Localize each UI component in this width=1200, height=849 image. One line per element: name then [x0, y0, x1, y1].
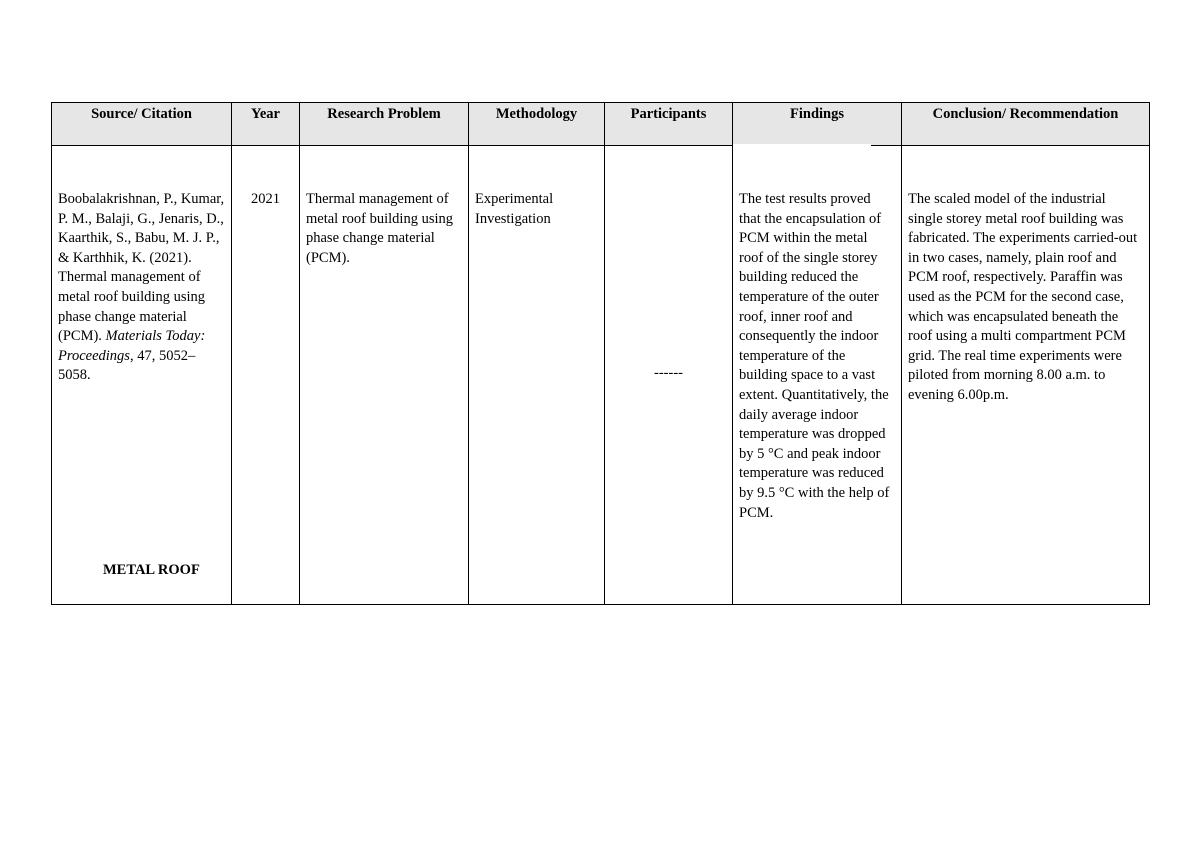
research-problem-cell: Thermal management of metal roof building using phase change material (PCM).: [300, 146, 469, 605]
literature-review-table: [51, 102, 1150, 605]
header-conclusion-recommendation: Conclusion/ Recommendation: [902, 103, 1150, 146]
participants-cell: ------: [605, 146, 733, 605]
conclusion-recommendation-cell: The scaled model of the industrial single storey metal roof building was fabricated. The experiments carried-out in two cases, namely, plain roof and PCM roof, respectively. Paraffin was used as the PCM for the second case, which was encapsulated beneath the roof using a multi compartment PCM grid. The real time experiments were piloted from morning 8.00 a.m. to evening 6.00p.m.: [902, 146, 1150, 605]
citation-volume-pages: , 47, 5052–5058.: [58, 347, 196, 384]
table-row: [52, 146, 1150, 605]
findings-cell: [733, 146, 902, 605]
year-cell: 2021: [232, 146, 300, 605]
header-research-problem: Research Problem: [300, 103, 469, 146]
header-source-citation: Source/ Citation: [52, 103, 232, 146]
header-methodology: Methodology: [469, 103, 605, 146]
header-year: Year: [232, 103, 300, 146]
header-participants: Participants: [605, 103, 733, 146]
findings-text: The test results proved that the encapsulation of PCM within the metal roof of the single storey building reduced the temperature of the outer roof, inner roof and consequently the indoor temperature of the building space to a vast extent. Quantitatively, the daily average indoor temperature was dropped by 5 °C and peak indoor temperature was reduced by 9.5 °C with the help of PCM.: [739, 191, 890, 521]
table-body: [52, 146, 1150, 605]
header-findings: Findings: [733, 103, 902, 146]
findings-border-gap: [733, 144, 871, 152]
citation-journal: Materials Today: Proceedings: [58, 328, 206, 364]
table-header: [52, 103, 1150, 146]
section-label: METAL ROOF: [103, 562, 200, 578]
source-citation-cell: [52, 146, 232, 605]
methodology-cell: Experimental Investigation: [469, 146, 605, 605]
citation-authors-title: Boobalakrishnan, P., Kumar, P. M., Balaji, G., Jenaris, D., Kaarthik, S., Babu, M. J. P., & Karthhik, K. (2021). Thermal management of metal roof building using phase change material (PCM).: [58, 191, 225, 345]
header-row: [52, 103, 1150, 146]
